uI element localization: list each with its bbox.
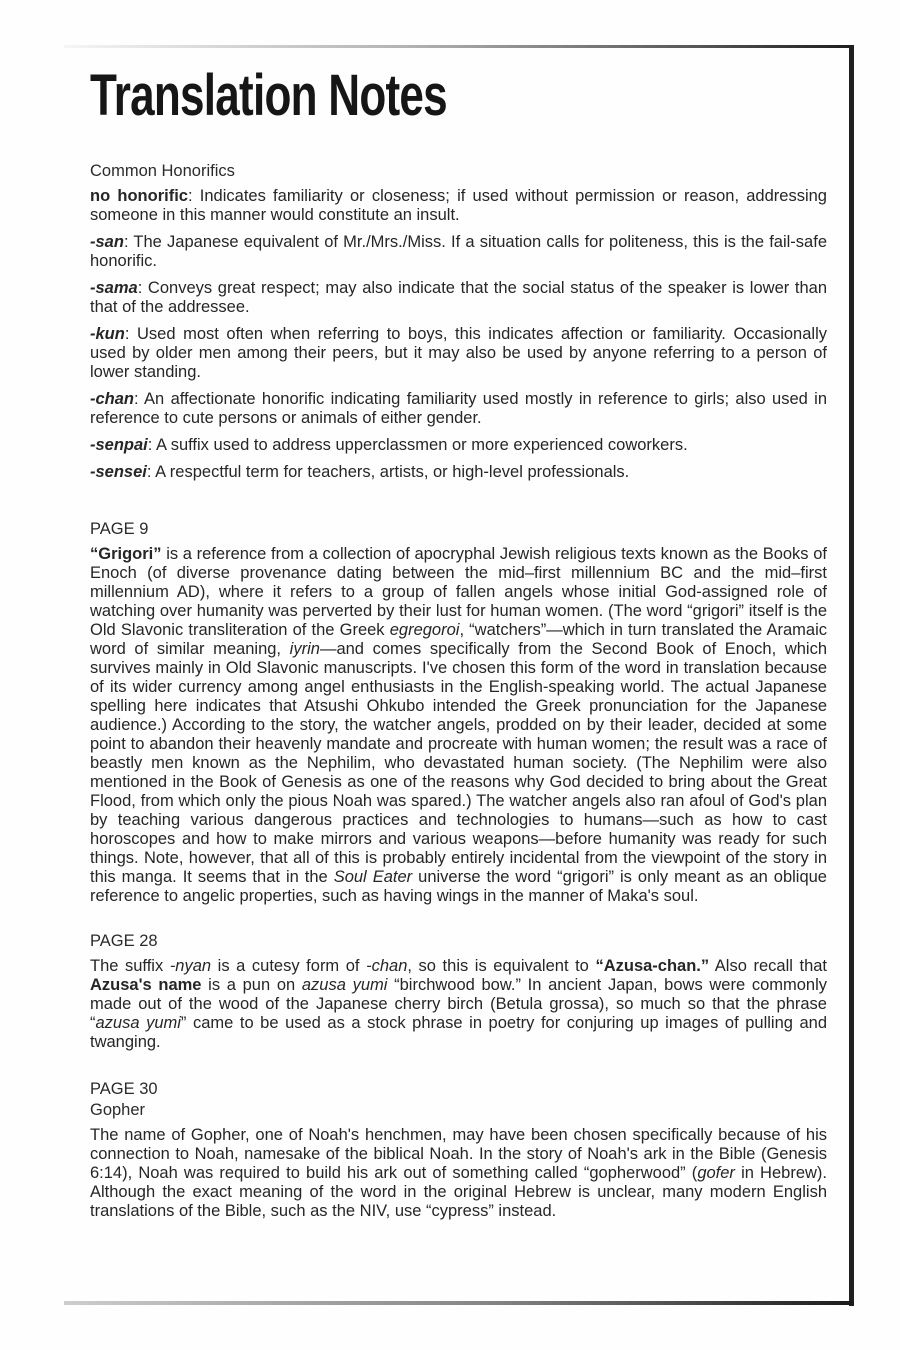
page-content [90, 63, 828, 1229]
honorific-entry-sama: -sama: Conveys great respect; may also indicate that the social status of the speaker is lower than that of the addressee. [90, 279, 827, 316]
section-page-9 [90, 520, 827, 906]
honorific-entry-no-honorific: no honorific: Indicates familiarity or closeness; if used without permission or reason, addressing someone in this manner would constitute an insult. [90, 187, 827, 224]
section-page-30 [90, 1080, 827, 1221]
honorific-entry-kun: -kun: Used most often when referring to boys, this indicates affection or familiarity. Occasionally used by older men among their peers, but it may also be used by anyone referring to a person of lower standing. [90, 325, 827, 381]
section-heading-page-28: PAGE 28 [90, 932, 158, 950]
section-page-28 [90, 932, 827, 1052]
section-heading-honorifics: Common Honorifics [90, 162, 235, 180]
honorific-entry-chan: -chan: An affectionate honorific indicating familiarity used mostly in reference to girls; also used in reference to cute persons or animals of either gender. [90, 390, 827, 427]
page-border-right [849, 45, 854, 1306]
honorific-entry-senpai: -senpai: A suffix used to address upperclassmen or more experienced coworkers. [90, 436, 688, 454]
note-paragraph-gopher: The name of Gopher, one of Noah's henchmen, may have been chosen specifically because of his connection to Noah, namesake of the biblical Noah. In the story of Noah's ark in the Bible (Genesis 6:14), Noah was required to build his ark out of something called “gopherwood” (gofer in Hebrew). Although the exact meaning of the word in the original Hebrew is unclear, many modern English translations of the Bible, such as the NIV, use “cypress” instead. [90, 1126, 827, 1220]
honorific-entry-san: -san: The Japanese equivalent of Mr./Mrs./Miss. If a situation calls for politeness, this is the fail-safe honorific. [90, 233, 827, 270]
page-border-top [64, 45, 854, 48]
note-paragraph-azusa: The suffix -nyan is a cutesy form of -chan, so this is equivalent to “Azusa-chan.” Also recall that Azusa's name is a pun on azusa yumi “birchwood bow.” In ancient Japan, bows were commonly made out of the wood of the Japanese cherry birch (Betula grossa), so much so that the phrase “azusa yumi” came to be used as a stock phrase in poetry for conjuring up images of pulling and twanging. [90, 957, 828, 1051]
page-title [90, 63, 827, 128]
honorific-entry-sensei: -sensei: A respectful term for teachers, artists, or high-level professionals. [90, 463, 630, 481]
section-heading-page-30: PAGE 30 [90, 1080, 158, 1098]
page-border-bottom [64, 1301, 854, 1305]
section-common-honorifics [90, 162, 827, 482]
page-title-text: Translation Notes [90, 63, 447, 128]
section-heading-page-9: PAGE 9 [90, 520, 149, 538]
note-paragraph-grigori: “Grigori” is a reference from a collection of apocryphal Jewish religious texts known as the Books of Enoch (of diverse provenance dating between the mid–first millennium BC and the mid–first millennium AD), where it refers to a group of fallen angels whose initial God-assigned role of watching over humanity was perverted by their lust for human women. (The word “grigori” itself is the Old Slavonic transliteration of the Greek egregoroi, “watchers”—which in turn translated the Aramaic word of similar meaning, iyrin—and comes specifically from the Second Book of Enoch, which survives mainly in Old Slavonic manuscripts. I've chosen this form of the word in translation because of its wider currency among angel enthusiasts in the English-speaking world. The actual Japanese spelling here indicates that Atsushi Ohkubo intended the Greek pronunciation for the Japanese audience.) According to the story, the watcher angels, prodded on by their leader, decided at some point to abandon their heavenly mandate and procreate with human women; the result was a race of beastly men known as the Nephilim, who devastated human society. (The Nephilim were also mentioned in the Book of Genesis as one of the reasons why God decided to bring about the Great Flood, from which only the pious Noah was spared.) The watcher angels also ran afoul of God's plan by teaching various dangerous practices and technologies to humans—such as how to cast horoscopes and how to make mirrors and various weapons—before humanity was ready for such things. Note, however, that all of this is probably entirely incidental from the viewpoint of the story in this manga. It seems that in the Soul Eater universe the word “grigori” is only meant as an oblique reference to angelic properties, such as having wings in the manner of Maka's soul. [90, 545, 828, 905]
section-subheading-gopher: Gopher [90, 1101, 146, 1119]
